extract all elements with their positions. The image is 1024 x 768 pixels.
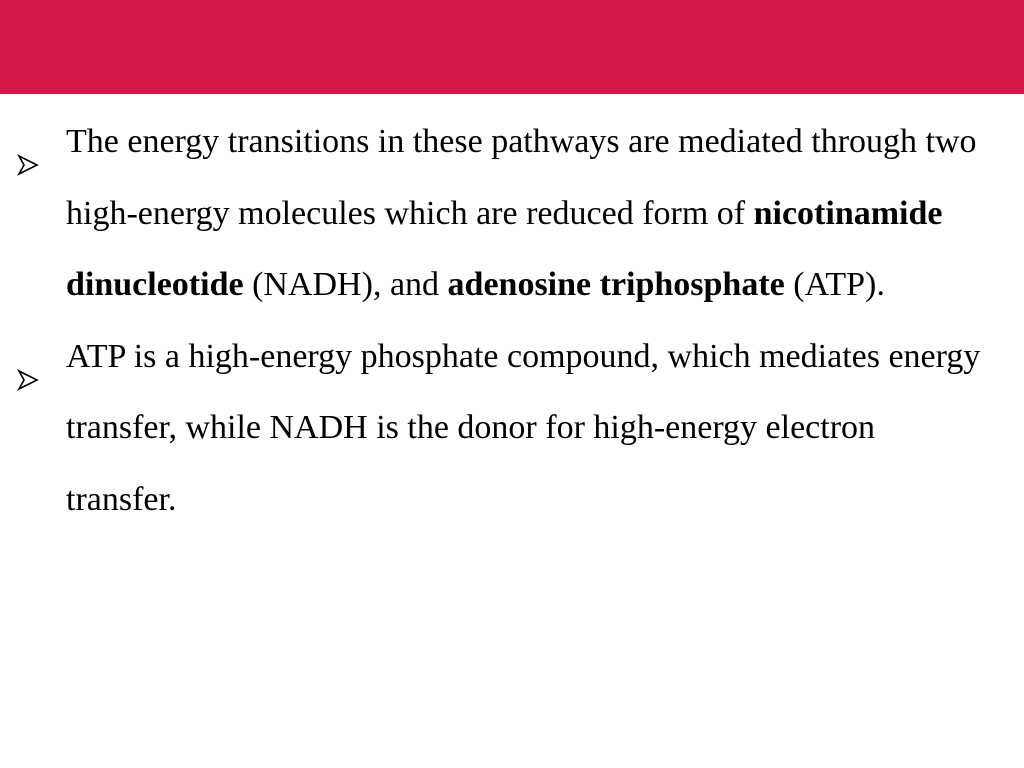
bullet-1-text bbox=[66, 123, 977, 303]
bullet-1-text-a: The energy transitions in these pathways are mediated through two high-energy molecules which are reduced form of bbox=[66, 123, 977, 232]
bullet-item-2 bbox=[0, 321, 1024, 536]
term-adenosine-triphosphate: adenosine triphosphate bbox=[447, 266, 785, 303]
arrowhead-bullet-icon bbox=[17, 130, 39, 152]
bullet-list bbox=[0, 106, 1024, 535]
arrowhead-bullet-icon bbox=[17, 345, 39, 367]
header-band bbox=[0, 0, 1024, 94]
bullet-item-1 bbox=[0, 106, 1024, 321]
term-nicotinamide-dinucleotide: nicotinamide dinucleotide bbox=[66, 194, 943, 303]
bullet-2-text: ATP is a high-energy phosphate compound, which mediates energy transfer, while NADH is the donor for high-energy electron transfer. bbox=[66, 337, 981, 518]
bullet-1-text-b: (NADH), and bbox=[243, 266, 448, 303]
bullet-1-text-c: (ATP). bbox=[784, 266, 885, 303]
